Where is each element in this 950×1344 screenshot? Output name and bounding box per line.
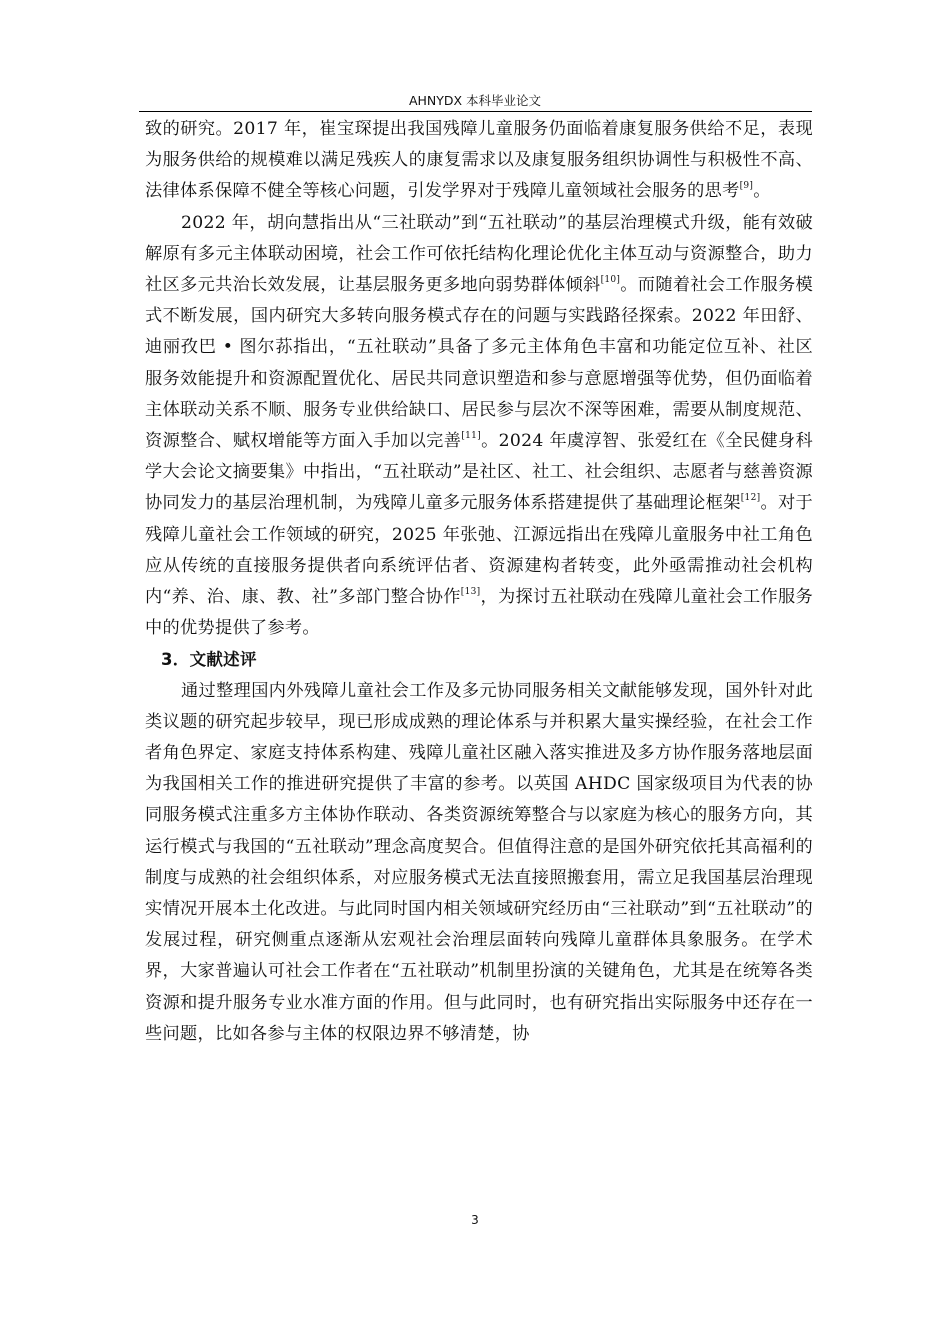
citation-10: [10] (600, 275, 621, 286)
header-rule (139, 111, 812, 112)
section-heading: 3．文献述评 (161, 650, 257, 670)
paragraph-domestic-research: 2022 年，胡向慧指出从“三社联动”到“五社联动”的基层治理模式升级，能有效破解原有多元主体联动困境，社会工作可依托结构化理论优化主体互动与资源整合，助力社区多元共治长效发展，让基层服务更多地向弱势群体倾斜[10]。而随着社会工作服务模式不断发展，国内研究大多转向服务模式存在的问题与实践路径探索。2022 年田舒、迪丽孜巴 • 图尔荪指出，“五社联动”具备了多元主体角色丰富和功能定位互补、社区服务效能提升和资源配置优化、居民共同意识塑造和参与意愿增强等优势，但仍面临着主体联动关系不顺、服务专业供给缺口、居民参与层次不深等困难，需要从制度规范、资源整合、赋权增能等方面入手加以完善[11]。2024 年虞淳智、张爱红在《全民健身科学大会论文摘要集》中指出，“五社联动”是社区、社工、社会组织、志愿者与慈善资源协同发力的基层治理机制，为残障儿童多元服务体系搭建提供了基础理论框架[12]。对于残障儿童社会工作领域的研究，2025 年张弛、江源远指出在残障儿童服务中社工角色应从传统的直接服务提供者向系统评估者、资源建构者转变，此外亟需推动社会机构内“养、治、康、教、社”多部门整合协作[13]，为探讨五社联动在残障儿童社会工作服务中的优势提供了参考。 (145, 212, 814, 639)
paragraph-literature-review: 通过整理国内外残障儿童社会工作及多元协同服务相关文献能够发现，国外针对此类议题的研究起步较早，现已形成成熟的理论体系与并积累大量实操经验，在社会工作者角色界定、家庭支持体系构建、残障儿童社区融入落实推进及多方协作服务落地层面为我国相关工作的推进研究提供了丰富的参考。以英国 AHDC 国家级项目为代表的协同服务模式注重多方主体协作联动、各类资源统筹整合与以家庭为核心的服务方向，其运行模式与我国的“五社联动”理念高度契合。但值得注意的是国外研究依托其高福利的制度与成熟的社会组织体系，对应服务模式无法直接照搬套用，需立足我国基层治理现实情况开展本土化改进。与此同时国内相关领域研究经历由“三社联动”到“五社联动”的发展过程，研究侧重点逐渐从宏观社会治理层面转向残障儿童群体具象服务。在学术界，大家普遍认可社会工作者在“五社联动”机制里扮演的关键角色，尤其是在统筹各类资源和提升服务专业水准方面的作用。但与此同时，也有研究指出实际服务中还存在一些问题，比如各参与主体的权限边界不够清楚，协 (145, 680, 813, 1044)
citation-13: [13] (460, 587, 481, 598)
page-number: 3 (471, 1213, 479, 1227)
body-text (145, 114, 813, 1050)
citation-9: [9] (739, 181, 754, 192)
paragraph-continued: 致的研究。2017 年，崔宝琛提出我国残障儿童服务仍面临着康复服务供给不足，表现为服务供给的规模难以满足残疾人的康复需求以及康复服务组织协调性与积极性不高、法律体系保障不健全等核心问题，引发学界对于残障儿童领域社会服务的思考[9]。 (145, 119, 813, 202)
running-header: AHNYDX 本科毕业论文 (408, 93, 542, 108)
citation-11: [11] (461, 431, 482, 442)
citation-12: [12] (740, 493, 761, 504)
